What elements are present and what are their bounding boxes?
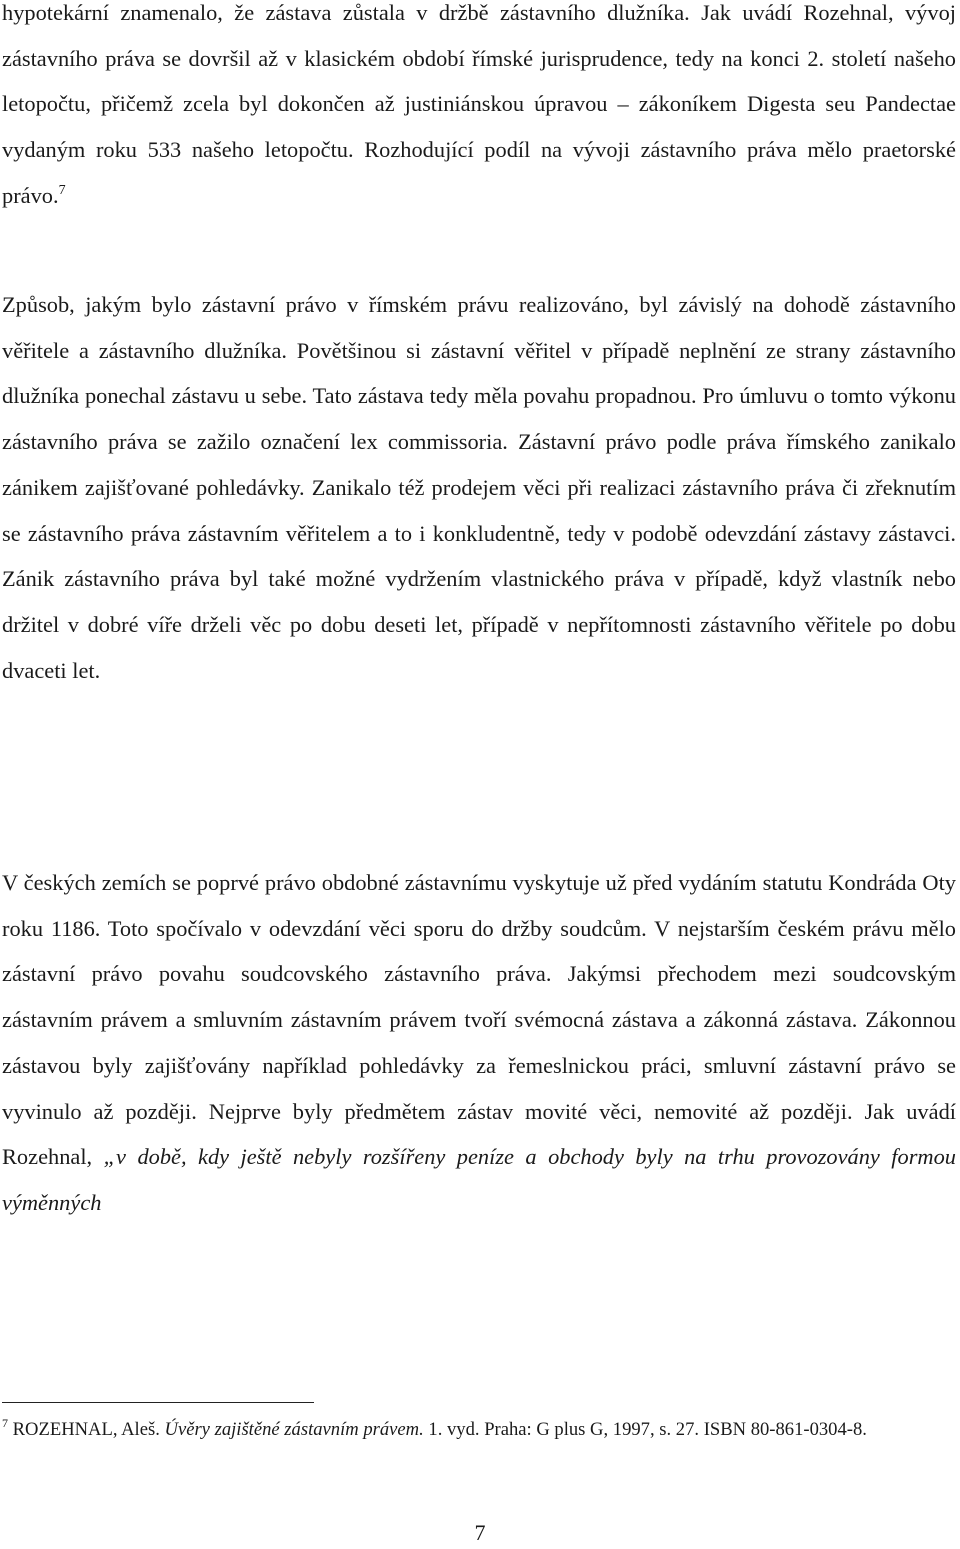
paragraph-2-text: Způsob, jakým bylo zástavní právo v římském právu realizováno, byl závislý na dohodě zástavního věřitele a zástavního dlužníka. Povětšinou si zástavní věřitel v případě neplnění ze strany zástavního dlužníka ponechal zástavu u sebe. Tato zástava tedy měla povahu propadnou. Pro úmluvu o tomto výkonu zástavního práva se zažilo označení lex commissoria. Zástavní právo podle práva římského zanikalo zánikem zajišťované pohledávky. Zanikalo též prodejem věci při realizaci zástavního práva či zřeknutím se zástavního práva zástavním věřitelem a to i konkludentně, tedy v podobě odevzdání zástavy zástavci. Zánik zástavního práva byl také možné vydržením vlastnického práva v případě, když vlastník nebo držitel v dobré víře drželi věc po dobu deseti let, případě v nepřítomnosti zástavního věřitele po dobu dvaceti let. <box>2 292 956 683</box>
paragraph-3-text: V českých zemích se poprvé právo obdobné zástavnímu vyskytuje už před vydáním statutu Kondráda Oty roku 1186. Toto spočívalo v odevzdání věci sporu do držby soudcům. V nejstarším českém právu mělo zástavní právo povahu soudcovského zástavního práva. Jakýmsi přechodem mezi soudcovským zástavním právem a smluvním zástavním právem tvoří svémocná zástava a zákonná zástava. Zákonnou zástavou byly zajišťovány například pohledávky za řemeslnickou práci, smluvní zástavní právo se vyvinulo až později. Nejprve byly předmětem zástav movité věci, nemovité až později. Jak uvádí Rozehnal, <box>2 870 956 1170</box>
italic-quote: „v době, kdy ještě nebyly rozšířeny peníze a obchody byly na trhu provozovány formou výměnných <box>2 1144 956 1215</box>
paragraph-2 <box>2 282 956 693</box>
page-number: 7 <box>474 1520 486 1545</box>
paragraph-1 <box>2 0 956 219</box>
footnote-author: ROZEHNAL, Aleš. <box>12 1419 160 1440</box>
footnote-7 <box>2 1410 956 1450</box>
footnote-separator <box>2 1402 314 1403</box>
footnote-reference-7[interactable]: 7 <box>58 182 66 198</box>
footnote-number: 7 <box>2 1416 8 1430</box>
footnote-title: Úvěry zajištěné zástavním právem. <box>164 1419 424 1440</box>
paragraph-3 <box>2 860 956 1226</box>
footnote-publication: 1. vyd. Praha: G plus G, 1997, s. 27. ISBN 80-861-0304-8. <box>428 1419 867 1440</box>
paragraph-1-text: hypotekární znamenalo, že zástava zůstala v držbě zástavního dlužníka. Jak uvádí Rozehnal, vývoj zástavního práva se dovršil až v klasickém období římské jurisprudence, tedy na konci 2. století našeho letopočtu, přičemž zcela byl dokončen až justiniánskou úpravou – zákoníkem Digesta seu Pandectae vydaným roku 533 našeho letopočtu. Rozhodující podíl na vývoji zástavního práva mělo praetorské právo. <box>2 0 956 208</box>
